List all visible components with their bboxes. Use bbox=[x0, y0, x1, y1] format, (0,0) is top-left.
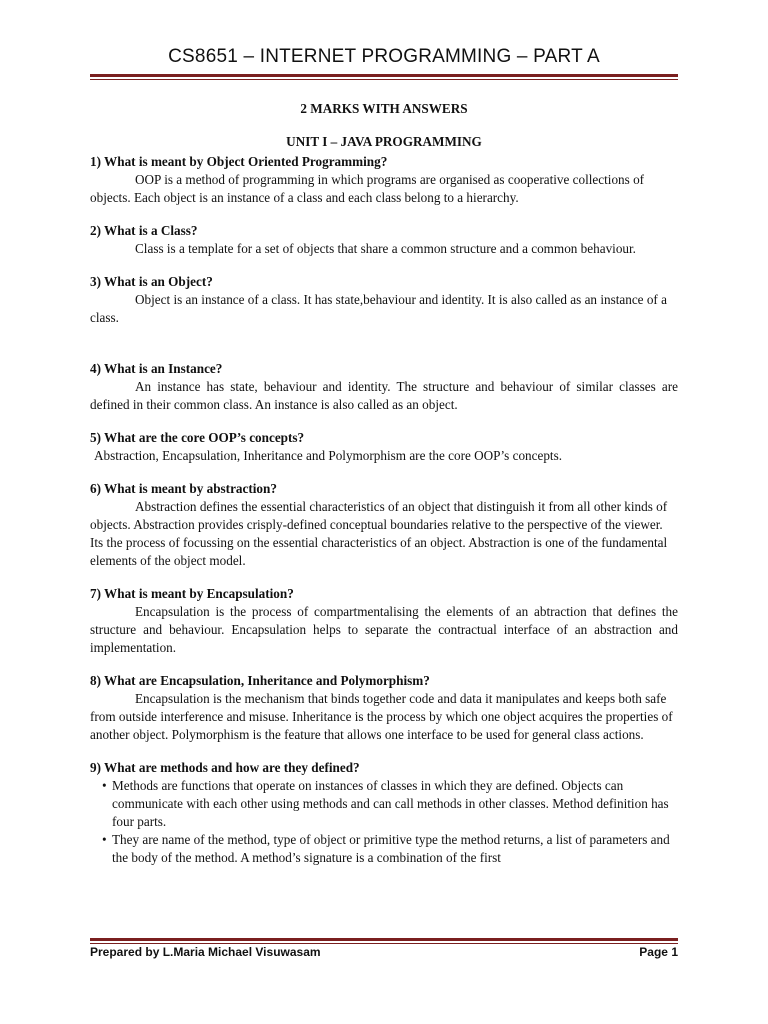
question-answer: Encapsulation is the mechanism that binds together code and data it manipulates and keeps both safe from outside interference and misuse. Inheritance is the process by which one object acquires the properties of another object. Polymorphism is the feature that allows one interface to be used for general class actions. bbox=[90, 691, 673, 742]
question-6 bbox=[90, 480, 678, 570]
document-body bbox=[90, 100, 678, 867]
question-title: 7) What is meant by Encapsulation? bbox=[90, 586, 294, 601]
document-title: 2 MARKS WITH ANSWERS bbox=[300, 101, 468, 116]
question-8 bbox=[90, 672, 678, 744]
blank-line bbox=[90, 327, 678, 345]
footer-author: Prepared by L.Maria Michael Visuwasam bbox=[90, 945, 321, 959]
question-3 bbox=[90, 273, 678, 327]
page-header-title: CS8651 – INTERNET PROGRAMMING – PART A bbox=[168, 46, 600, 67]
bullet-item bbox=[90, 777, 678, 831]
question-title: 6) What is meant by abstraction? bbox=[90, 481, 277, 496]
question-answer: Encapsulation is the process of compartmentalising the elements of an abtraction that defines the structure and behaviour. Encapsulation helps to separate the contractual interface of an abstraction and implementation. bbox=[90, 604, 678, 655]
unit-title: UNIT I – JAVA PROGRAMMING bbox=[286, 134, 482, 149]
question-answer: Class is a template for a set of objects that share a common structure and a common behaviour. bbox=[135, 241, 636, 256]
page-number: Page 1 bbox=[639, 945, 678, 959]
page-footer bbox=[90, 945, 678, 959]
question-title: 1) What is meant by Object Oriented Programming? bbox=[90, 154, 388, 169]
question-title: 9) What are methods and how are they defined? bbox=[90, 760, 360, 775]
question-answer: OOP is a method of programming in which programs are organised as cooperative collections of objects. Each object is an instance of a class and each class belong to a hierarchy. bbox=[90, 172, 645, 205]
footer-divider bbox=[90, 938, 678, 944]
bullet-item bbox=[90, 831, 678, 867]
question-answer: An instance has state, behaviour and identity. The structure and behaviour of similar classes are defined in their common class. An instance is also called as an object. bbox=[90, 379, 678, 412]
question-5 bbox=[90, 429, 678, 465]
bullet-icon: • bbox=[102, 778, 107, 793]
question-title: 5) What are the core OOP’s concepts? bbox=[90, 430, 305, 445]
question-7 bbox=[90, 585, 678, 657]
question-9 bbox=[90, 759, 678, 867]
question-title: 2) What is a Class? bbox=[90, 223, 198, 238]
question-answer: Abstraction defines the essential characteristics of an object that distinguish it from all other kinds of objects. Abstraction provides crisply-defined conceptual boundaries relative to the perspective of the viewer. Its the process of focussing on the essential characteristics of an object. Abstraction is one of the fundamental elements of the object model. bbox=[90, 499, 668, 568]
question-4 bbox=[90, 360, 678, 414]
bullet-text: They are name of the method, type of object or primitive type the method returns, a list of parameters and the body of the method. A method’s signature is a combination of the first bbox=[112, 832, 670, 865]
question-answer: Object is an instance of a class. It has state,behaviour and identity. It is also called as an instance of a class. bbox=[90, 292, 667, 325]
bullet-icon: • bbox=[102, 832, 107, 847]
question-answer: Abstraction, Encapsulation, Inheritance and Polymorphism are the core OOP’s concepts. bbox=[94, 448, 563, 463]
header-divider bbox=[90, 74, 678, 80]
question-1 bbox=[90, 153, 678, 207]
question-title: 8) What are Encapsulation, Inheritance and Polymorphism? bbox=[90, 673, 430, 688]
question-2 bbox=[90, 222, 678, 258]
question-title: 3) What is an Object? bbox=[90, 274, 213, 289]
question-title: 4) What is an Instance? bbox=[90, 361, 223, 376]
bullet-text: Methods are functions that operate on instances of classes in which they are defined. Objects can communicate with each other using methods and can call methods in other classes. Method definition has four parts. bbox=[112, 778, 669, 829]
